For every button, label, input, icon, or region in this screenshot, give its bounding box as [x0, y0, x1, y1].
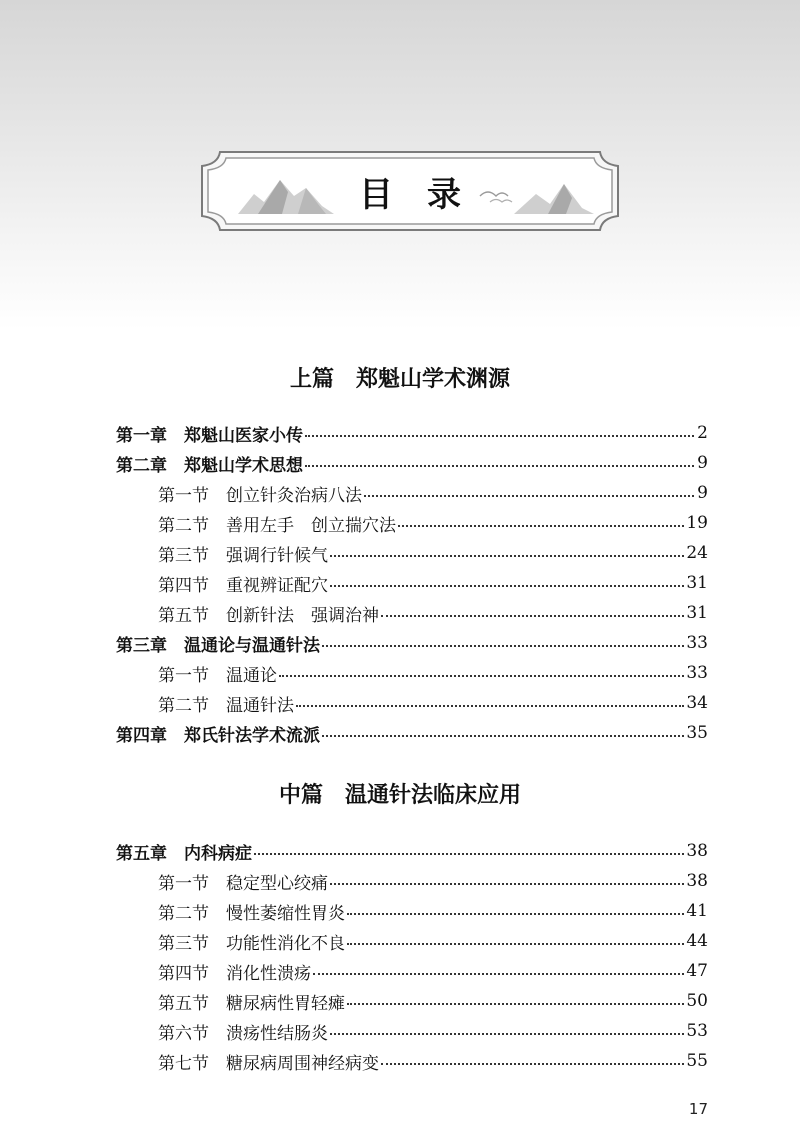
toc-chapter-row[interactable] — [116, 836, 708, 866]
toc-section-row[interactable] — [158, 866, 708, 896]
page-title: 目录 — [359, 174, 495, 215]
toc-page-number: 38 — [686, 841, 708, 861]
toc-leader-dots — [330, 883, 684, 885]
toc-page-number: 55 — [686, 1051, 708, 1071]
toc-entry-label: 第三章 温通论与温通针法 — [116, 635, 320, 656]
toc-page-number: 2 — [697, 423, 708, 443]
toc-leader-dots — [279, 675, 684, 677]
toc-page-number: 34 — [686, 693, 708, 713]
toc-entry-label: 第三节 功能性消化不良 — [158, 933, 345, 954]
toc-entry-label: 第四章 郑氏针法学术流派 — [116, 725, 320, 746]
toc-entry-label: 第二节 温通针法 — [158, 695, 294, 716]
toc-leader-dots — [330, 585, 684, 587]
toc-entry-label: 第二节 慢性萎缩性胃炎 — [158, 903, 345, 924]
part-title: 中篇 温通针法临床应用 — [278, 782, 521, 808]
toc-page-number: 24 — [686, 543, 708, 563]
toc-chapter-row[interactable] — [116, 718, 708, 748]
toc-entry-label: 第二节 善用左手 创立揣穴法 — [158, 515, 396, 536]
toc-entry-label: 第五节 创新针法 强调治神 — [158, 605, 379, 626]
page-number: 17 — [688, 1100, 708, 1118]
toc-page-number: 33 — [686, 633, 708, 653]
toc-leader-dots — [296, 705, 684, 707]
toc-entry-label: 第五章 内科病症 — [116, 843, 252, 864]
toc-page-number: 41 — [686, 901, 708, 921]
toc-entry-label: 第六节 溃疡性结肠炎 — [158, 1023, 328, 1044]
toc-leader-dots — [398, 525, 684, 527]
toc-section-row[interactable] — [158, 508, 708, 538]
toc-section-row[interactable] — [158, 688, 708, 718]
toc-entry-label: 第二章 郑魁山学术思想 — [116, 455, 303, 476]
toc-page-number: 35 — [686, 723, 708, 743]
toc-leader-dots — [347, 943, 684, 945]
toc-page-number: 53 — [686, 1021, 708, 1041]
toc-section-row[interactable] — [158, 926, 708, 956]
toc-leader-dots — [305, 465, 694, 467]
toc-page-number: 38 — [686, 871, 708, 891]
toc-page-number: 50 — [686, 991, 708, 1011]
toc-page-number: 9 — [697, 453, 708, 473]
toc-section-row[interactable] — [158, 478, 708, 508]
toc-section-row[interactable] — [158, 896, 708, 926]
toc-leader-dots — [347, 1003, 684, 1005]
toc-section-row[interactable] — [158, 538, 708, 568]
toc-section-row[interactable] — [158, 1016, 708, 1046]
toc-entry-label: 第四节 重视辨证配穴 — [158, 575, 328, 596]
toc-section-row[interactable] — [158, 658, 708, 688]
toc-page-number: 44 — [686, 931, 708, 951]
toc-entry-label: 第四节 消化性溃疡 — [158, 963, 311, 984]
toc-page-number: 33 — [686, 663, 708, 683]
toc-page-number: 9 — [697, 483, 708, 503]
toc-section-row[interactable] — [158, 986, 708, 1016]
toc-leader-dots — [254, 853, 684, 855]
toc-chapter-row[interactable] — [116, 448, 708, 478]
toc-leader-dots — [330, 555, 684, 557]
toc-leader-dots — [381, 1063, 684, 1065]
toc-entry-label: 第三节 强调行针候气 — [158, 545, 328, 566]
toc-entry-label: 第七节 糖尿病周围神经病变 — [158, 1053, 379, 1074]
toc-page-number: 47 — [686, 961, 708, 981]
toc-entry-label: 第一节 温通论 — [158, 665, 277, 686]
toc-entry-label: 第一章 郑魁山医家小传 — [116, 425, 303, 446]
toc-section-row[interactable] — [158, 598, 708, 628]
toc-leader-dots — [364, 495, 694, 497]
toc-chapter-row[interactable] — [116, 418, 708, 448]
toc-section-row[interactable] — [158, 1046, 708, 1076]
toc-leader-dots — [347, 913, 684, 915]
toc-chapter-row[interactable] — [116, 628, 708, 658]
toc-entry-label: 第一节 创立针灸治病八法 — [158, 485, 362, 506]
toc-page-number: 31 — [686, 573, 708, 593]
toc-entry-label: 第五节 糖尿病性胃轻瘫 — [158, 993, 345, 1014]
toc-leader-dots — [381, 615, 684, 617]
toc-leader-dots — [322, 645, 684, 647]
toc-leader-dots — [322, 735, 684, 737]
toc-leader-dots — [330, 1033, 684, 1035]
toc-section-row[interactable] — [158, 956, 708, 986]
toc-section-row[interactable] — [158, 568, 708, 598]
toc-leader-dots — [313, 973, 684, 975]
toc-leader-dots — [305, 435, 694, 437]
part-title: 上篇 郑魁山学术渊源 — [289, 366, 510, 392]
toc-page-number: 19 — [686, 513, 708, 533]
title-banner — [198, 148, 622, 234]
toc-entry-label: 第一节 稳定型心绞痛 — [158, 873, 328, 894]
toc-page-number: 31 — [686, 603, 708, 623]
